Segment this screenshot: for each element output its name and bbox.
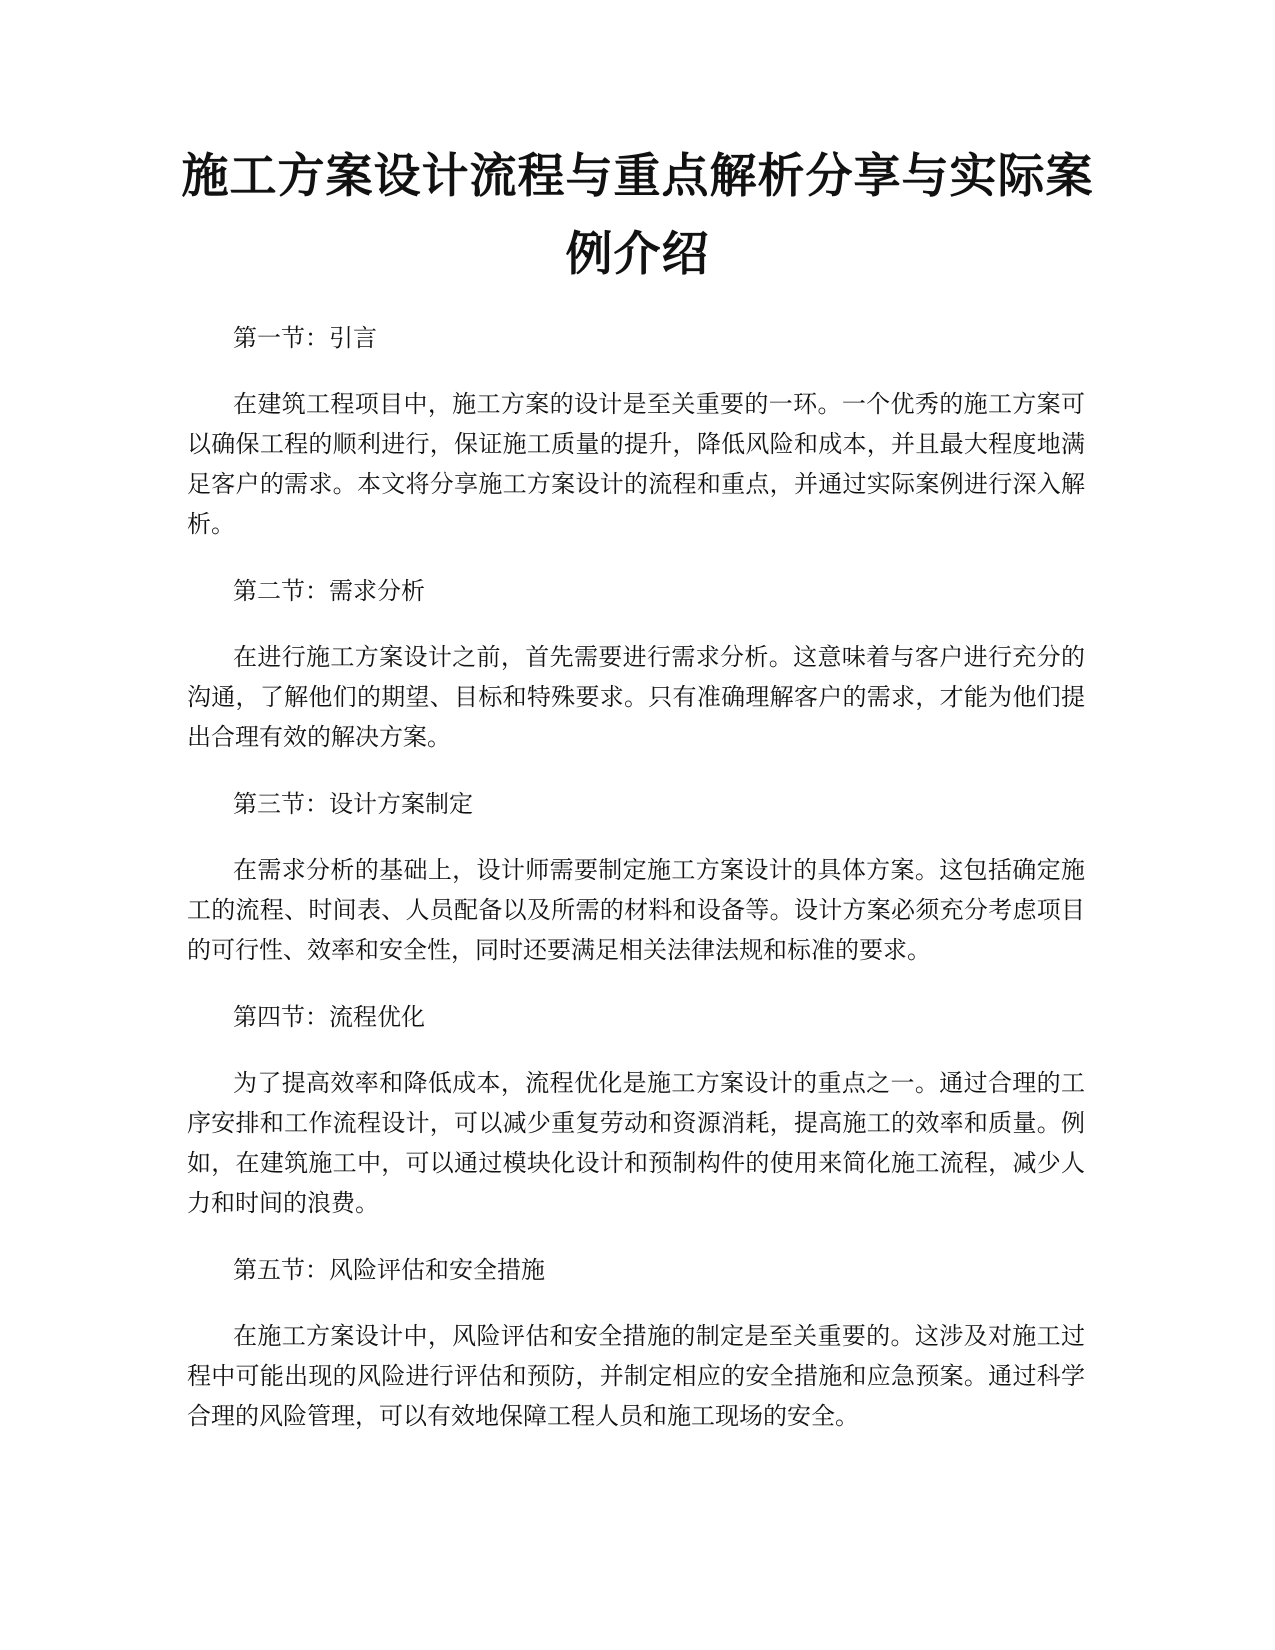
section-heading-4: 第四节：流程优化	[233, 1003, 425, 1031]
section-paragraph-2: 在进行施工方案设计之前，首先需要进行需求分析。这意味着与客户进行充分的沟通，了解他们的期望、目标和特殊要求。只有准确理解客户的需求，才能为他们提出合理有效的解决方案。	[187, 643, 1085, 751]
document-title: 施工方案设计流程与重点解析分享与实际案例介绍	[181, 149, 1094, 282]
section-paragraph-3: 在需求分析的基础上，设计师需要制定施工方案设计的具体方案。这包括确定施工的流程、时间表、人员配备以及所需的材料和设备等。设计方案必须充分考虑项目的可行性、效率和安全性，同时还要满足相关法律法规和标准的要求。	[187, 856, 1085, 964]
section-paragraph-4: 为了提高效率和降低成本，流程优化是施工方案设计的重点之一。通过合理的工序安排和工作流程设计，可以减少重复劳动和资源消耗，提高施工的效率和质量。例如，在建筑施工中，可以通过模块化设计和预制构件的使用来简化施工流程，减少人力和时间的浪费。	[187, 1069, 1085, 1217]
document-body	[187, 318, 1085, 1463]
section-heading-5: 第五节：风险评估和安全措施	[233, 1256, 545, 1284]
section-paragraph-5: 在施工方案设计中，风险评估和安全措施的制定是至关重要的。这涉及对施工过程中可能出现的风险进行评估和预防，并制定相应的安全措施和应急预案。通过科学合理的风险管理，可以有效地保障工程人员和施工现场的安全。	[187, 1322, 1085, 1430]
section-heading-3: 第三节：设计方案制定	[233, 790, 473, 818]
section-heading-2: 第二节：需求分析	[233, 577, 425, 605]
section-paragraph-1: 在建筑工程项目中，施工方案的设计是至关重要的一环。一个优秀的施工方案可以确保工程的顺利进行，保证施工质量的提升，降低风险和成本，并且最大程度地满足客户的需求。本文将分享施工方案设计的流程和重点，并通过实际案例进行深入解析。	[187, 390, 1085, 538]
section-heading-1: 第一节：引言	[233, 324, 377, 352]
